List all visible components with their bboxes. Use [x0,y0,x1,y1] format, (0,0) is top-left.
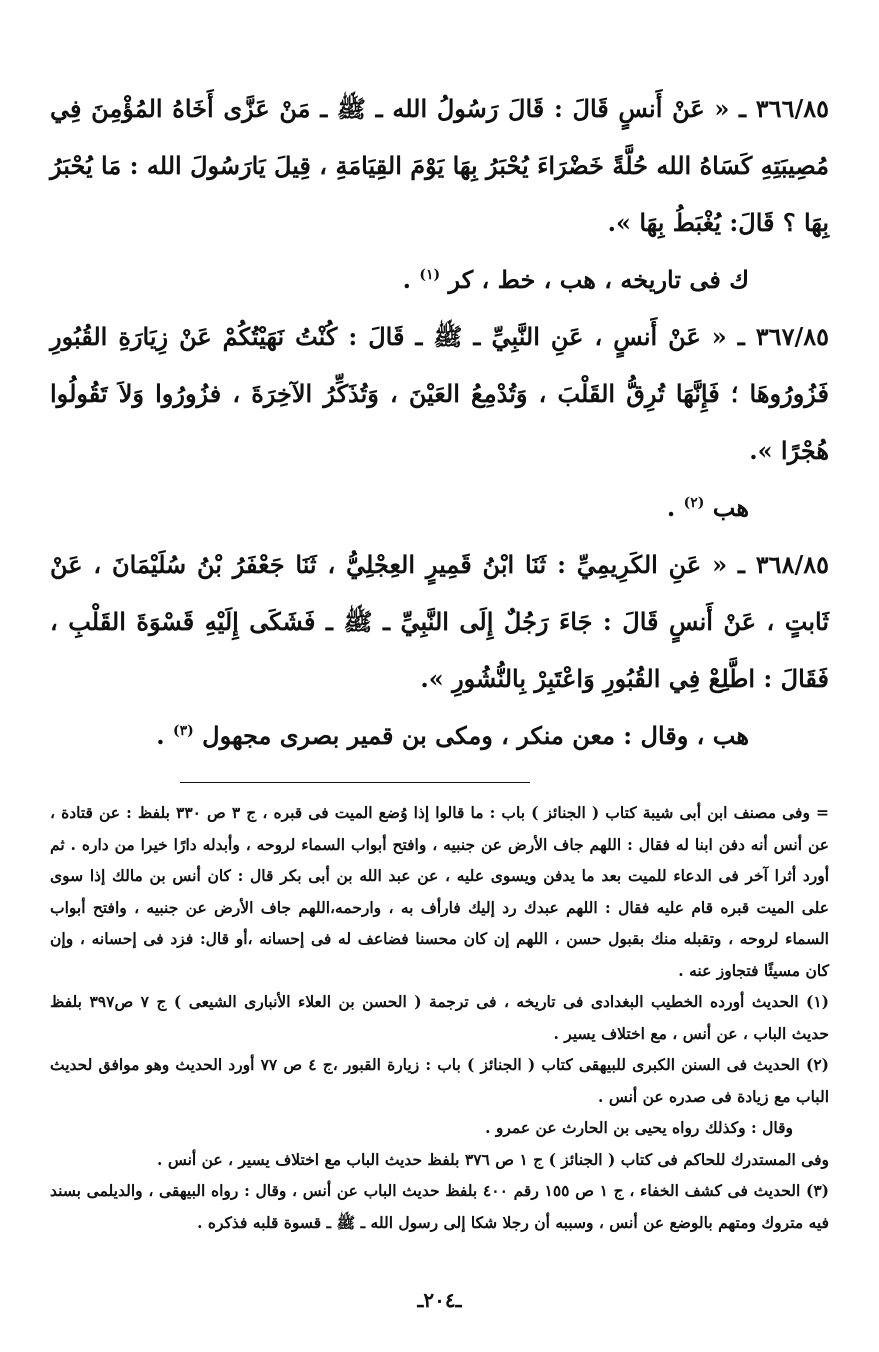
page-number: ـ٢٠٤ـ [417,1288,462,1312]
source-end: . [402,265,420,294]
footnote-2-addendum: وقال : وكذلك رواه يحيى بن الحارث عن عمرو . [485,1118,793,1137]
footnote-continued: = وفى مصنف ابن أبى شيبة كتاب ( الجنائز ) باب : ما قالوا إذا وُضع الميت فى قبره ، ج ٣ ص ٣٣٠ بلفظ : عن قتادة ، عن أنس أنه دفن ابنا له فقال : اللهم جاف الأرض عن جنبيه ، وافتح أبواب السماء لروحه ، وأبدله دارًا خيرا من داره . ثم أورد أثرا آخر فى الدعاء للميت بعد ما يدفن ويسوى عليه ، عن عبد الله بن أبى بكر قال : كان أنس بن مالك إذا سوى على الميت قبره قام عليه فقال : اللهم عبدك رد إليك فارأف به ، وارحمه،اللهم جاف الأرض عن جنبيه ، وافتح أبواب السماء لروحه ، وتقبله منك بقبول حسن ، اللهم إن كان محسنا فضاعف له فى إحسانه ،أو قال: فزد فى إحسانه ، وإن كان مسيئًا فتجاوز عنه . [50,803,829,980]
footnote-ref-1: (١) [419,267,441,283]
hadith-368-source [50,707,829,764]
footnotes [50,797,829,1238]
footnote-separator-wrap [50,782,829,783]
footnote-2: (٢) الحديث فى السنن الكبرى للبيهقى كتاب ( الجنائز ) باب : زيارة القبور ،ج ٤ ص ٧٧ أورد الحديث وهو موافق لحديث الباب مع زيادة فى صدره عن أنس . [50,1055,829,1106]
source-end: . [666,493,684,522]
main-text [50,80,829,764]
footnote-1: (١) الحديث أورده الخطيب البغدادى فى تاريخه ، فى ترجمة ( الحسن بن العلاء الأنبارى الشيعى ) ج ٧ ص٣٩٧ بلفظ حديث الباب ، عن أنس ، مع اختلاف يسير . [50,992,829,1043]
source-text: هب ، وقال : معن منكر ، ومكى بن قمير بصرى مجهول [202,721,749,750]
footnote-3: (٣) الحديث فى كشف الخفاء ، ج ١ ص ١٥٥ رقم ٤٠٠ بلفظ حديث الباب عن أنس ، وقال : رواه البيهقى ، والديلمى بسند فيه متروك ومتهم بالوضع عن أنس ، وسببه أن رجلا شكا إلى رسول الله ـ ﷺ ـ قسوة قلبه فذكره . [50,1181,829,1232]
source-text: ك فى تاريخه ، هب ، خط ، كر [448,265,749,294]
footnote-ref-2: (٢) [683,495,705,511]
hadith-367: ٣٦٧/٨٥ ـ « عَنْ أَنسٍ ، عَنِ النَّبِيِّ ـ ﷺ ـ قَالَ : كُنْتُ نَهَيْتُكُمْ عَنْ زِيَارَةِ القُبُورِ فَزُورُوهَا ؛ فَإِنَّهَا تُرِقُّ القَلْبَ ، وَتُدْمِعُ العَيْنَ ، وَتُذَكِّرُ الآخِرَةَ ، فزُورُوا وَلاَ تَقُولُوا هُجْرًا ». [50,322,829,465]
source-text: هب [712,493,749,522]
footnote-ref-3: (٣) [173,723,194,739]
hadith-366-source [50,251,829,308]
footnote-2-mustadrak: وفى المستدرك للحاكم فى كتاب ( الجنائز ) ج ١ ص ٣٧٦ بلفظ حديث الباب مع اختلاف يسير ، عن أنس . [157,1149,829,1169]
hadith-366: ٣٦٦/٨٥ ـ « عَنْ أَنسٍ قَالَ : قَالَ رَسُولُ الله ـ ﷺ ـ مَنْ عَزَّى أَخَاهُ المُؤْمِنَ فِي مُصِيبَتِهِ كَسَاهُ الله حُلَّةً خَضْرَاءَ يُحْبَرُ بِهَا يَوْمَ القِيَامَةِ ، قِيلَ يَارَسُولَ الله : مَا يُحْبَرُ بِهَا ؟ قَالَ: يُغْبَطُ بِهَا ». [50,94,829,237]
footnote-separator [180,782,530,783]
hadith-368: ٣٦٨/٨٥ ـ « عَنِ الكَرِيمِيِّ : ثَنَا ابْنُ قَمِيرٍ العِجْلِيُّ ، ثَنَا جَعْفَرُ بْنُ سُلَيْمَانَ ، عَنْ ثَابتٍ ، عَنْ أَنسٍ قَالَ : جَاءَ رَجُلٌ إِلَى النَّبِيِّ ـ ﷺ ـ فَشَكَى إِلَيْهِ قَسْوَةَ القَلْبِ ، فَقَالَ : اطَّلِعْ فِي القُبُورِ وَاعْتَبِرْ بِالنُّشُورِ ». [50,550,829,693]
source-end: . [156,721,174,750]
hadith-367-source [50,479,829,536]
